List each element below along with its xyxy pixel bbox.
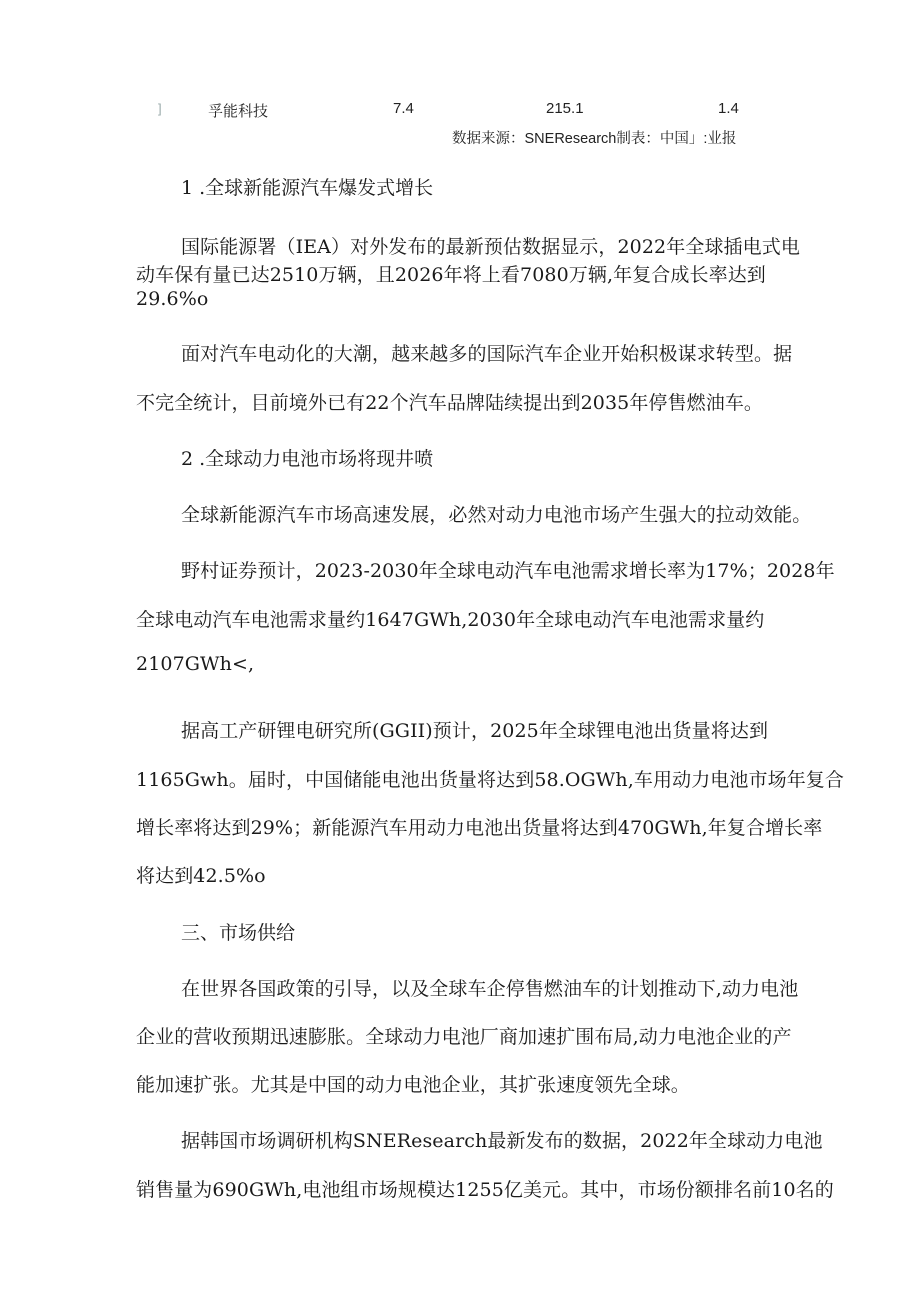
value-cell-3: 1.4 [718,100,739,117]
row-marker: ] [158,101,162,116]
paragraph-line: 2107GWh<, [136,653,255,675]
paragraph-line: 面对汽车电动化的大潮，越来越多的国际汽车企业开始积极谋求转型。据 [181,343,793,365]
paragraph-line: 据韩国市场调研机构SNEResearch最新发布的数据，2022年全球动力电池 [181,1130,823,1152]
data-source-note: 数据来源：SNEResearch制表：中国」:业报 [452,131,737,147]
paragraph-line: 在世界各国政策的引导，以及全球车企停售燃油车的计划推动下,动力电池 [181,978,799,1000]
section-1-heading: 1 .全球新能源汽车爆发式增长 [181,177,434,199]
paragraph-line: 不完全统计，目前境外已有22个汽车品牌陆续提出到2035年停售燃油车。 [136,392,764,414]
paragraph-line: 全球新能源汽车市场高速发展，必然对动力电池市场产生强大的拉动效能。 [181,504,812,526]
paragraph-line: 销售量为690GWh,电池组市场规模达1255亿美元。其中，市场份额排名前10名的 [136,1179,834,1201]
paragraph-line: 动车保有量已达2510万辆，且2026年将上看7080万辆,年复合成长率达到 [136,264,766,286]
paragraph-line: 国际能源署（IEA）对外发布的最新预估数据显示，2022年全球插电式电 [181,236,800,258]
section-3-heading: 三、市场供给 [181,922,296,944]
paragraph-line: 企业的营收预期迅速膨胀。全球动力电池厂商加速扩围布局,动力电池企业的产 [136,1026,792,1048]
paragraph-line: 野村证券预计，2023-2030年全球电动汽车电池需求增长率为17%；2028年 [181,560,835,582]
paragraph-line: 29.6%o [136,288,209,310]
paragraph-line: 能加速扩张。尤其是中国的动力电池企业，其扩张速度领先全球。 [136,1074,690,1096]
paragraph-line: 据高工产研锂电研究所(GGII)预计，2025年全球锂电池出货量将达到 [181,720,769,742]
section-2-heading: 2 .全球动力电池市场将现井喷 [181,448,434,470]
company-cell: 孚能科技 [208,103,269,120]
paragraph-line: 增长率将达到29%；新能源汽车用动力电池出货量将达到470GWh,年复合增长率 [136,817,823,839]
value-cell-2: 215.1 [546,100,584,117]
paragraph-line: 全球电动汽车电池需求量约1647GWh,2030年全球电动汽车电池需求量约 [136,609,765,631]
paragraph-line: 1165Gwh。届时，中国储能电池出货量将达到58.OGWh,车用动力电池市场年复合 [136,769,845,791]
paragraph-line: 将达到42.5%o [136,865,266,887]
value-cell-1: 7.4 [393,100,414,117]
